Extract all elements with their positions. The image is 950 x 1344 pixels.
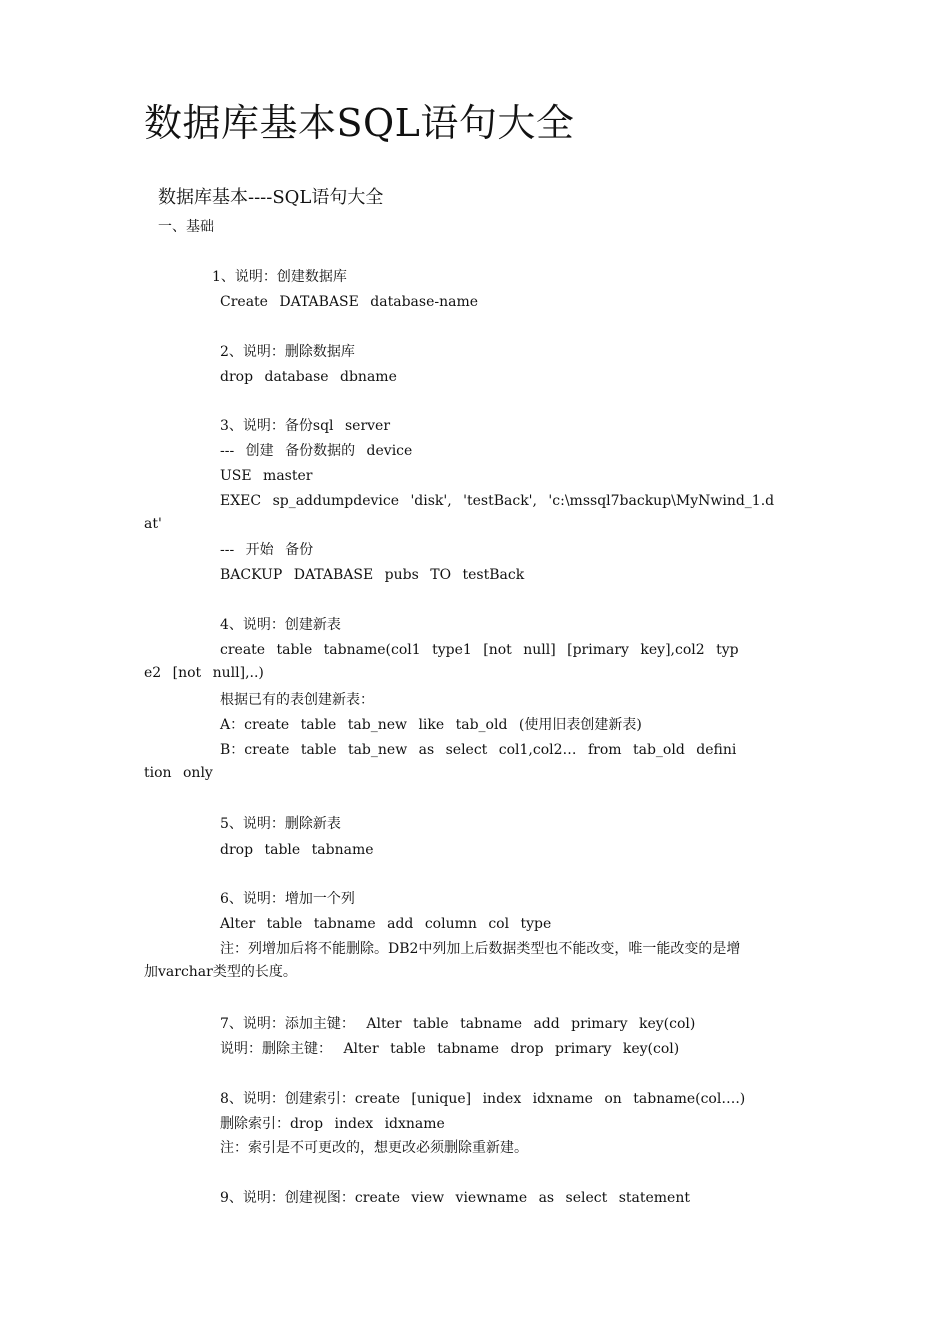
text-line: 根据已有的表创建新表： <box>220 692 374 708</box>
code-line-wrap: tion only <box>144 765 213 781</box>
code-line: BACKUP DATABASE pubs TO testBack <box>220 567 525 583</box>
item-3-heading: 3、说明：备份sql server <box>220 418 391 434</box>
code-line: Alter table tabname add column col type <box>220 916 552 932</box>
code-line-wrap: e2 [not null],..) <box>144 665 264 681</box>
page-title: 数据库基本SQL语句大全 <box>144 101 575 145</box>
code-line: EXEC sp_addumpdevice 'disk', 'testBack', 'c:\mssql7backup\MyNwind_1.d <box>220 493 775 509</box>
note-line: 注：索引是不可更改的，想更改必须删除重新建。 <box>220 1140 528 1156</box>
code-line: drop database dbname <box>220 369 397 385</box>
subtitle: 数据库基本----SQL语句大全 <box>158 187 384 208</box>
code-line-wrap: at' <box>144 516 162 532</box>
code-line: A：create table tab_new like tab_old (使用旧表创建新表) <box>220 717 642 733</box>
item-9-heading: 9、说明：创建视图：create view viewname as select statement <box>220 1190 690 1206</box>
code-line: create table tabname(col1 type1 [not null] [primary key],col2 typ <box>220 642 739 658</box>
note-line: 注：列增加后将不能删除。DB2中列加上后数据类型也不能改变，唯一能改变的是增 <box>220 941 741 957</box>
item-2-heading: 2、说明：删除数据库 <box>220 344 355 360</box>
item-4-heading: 4、说明：创建新表 <box>220 617 341 633</box>
note-line-wrap: 加varchar类型的长度。 <box>144 964 297 980</box>
code-line: USE master <box>220 468 313 484</box>
item-5-heading: 5、说明：删除新表 <box>220 816 341 832</box>
text-line: 删除索引：drop index idxname <box>220 1116 445 1132</box>
code-line: drop table tabname <box>220 842 374 858</box>
item-8-heading: 8、说明：创建索引：create [unique] index idxname on tabname(col….) <box>220 1091 746 1107</box>
item-6-heading: 6、说明：增加一个列 <box>220 891 355 907</box>
code-line: B：create table tab_new as select col1,col2… from tab_old defini <box>220 742 737 758</box>
code-line: --- 开始 备份 <box>220 542 314 558</box>
code-line: Create DATABASE database-name <box>220 294 479 310</box>
code-line: --- 创建 备份数据的 device <box>220 443 413 459</box>
text-line: 说明：删除主键： Alter table tabname drop primary key(col) <box>220 1041 680 1057</box>
item-7-heading: 7、说明：添加主键： Alter table tabname add primary key(col) <box>220 1016 696 1032</box>
section-heading: 一、基础 <box>158 219 214 235</box>
item-1-heading: 1、说明：创建数据库 <box>212 269 347 285</box>
